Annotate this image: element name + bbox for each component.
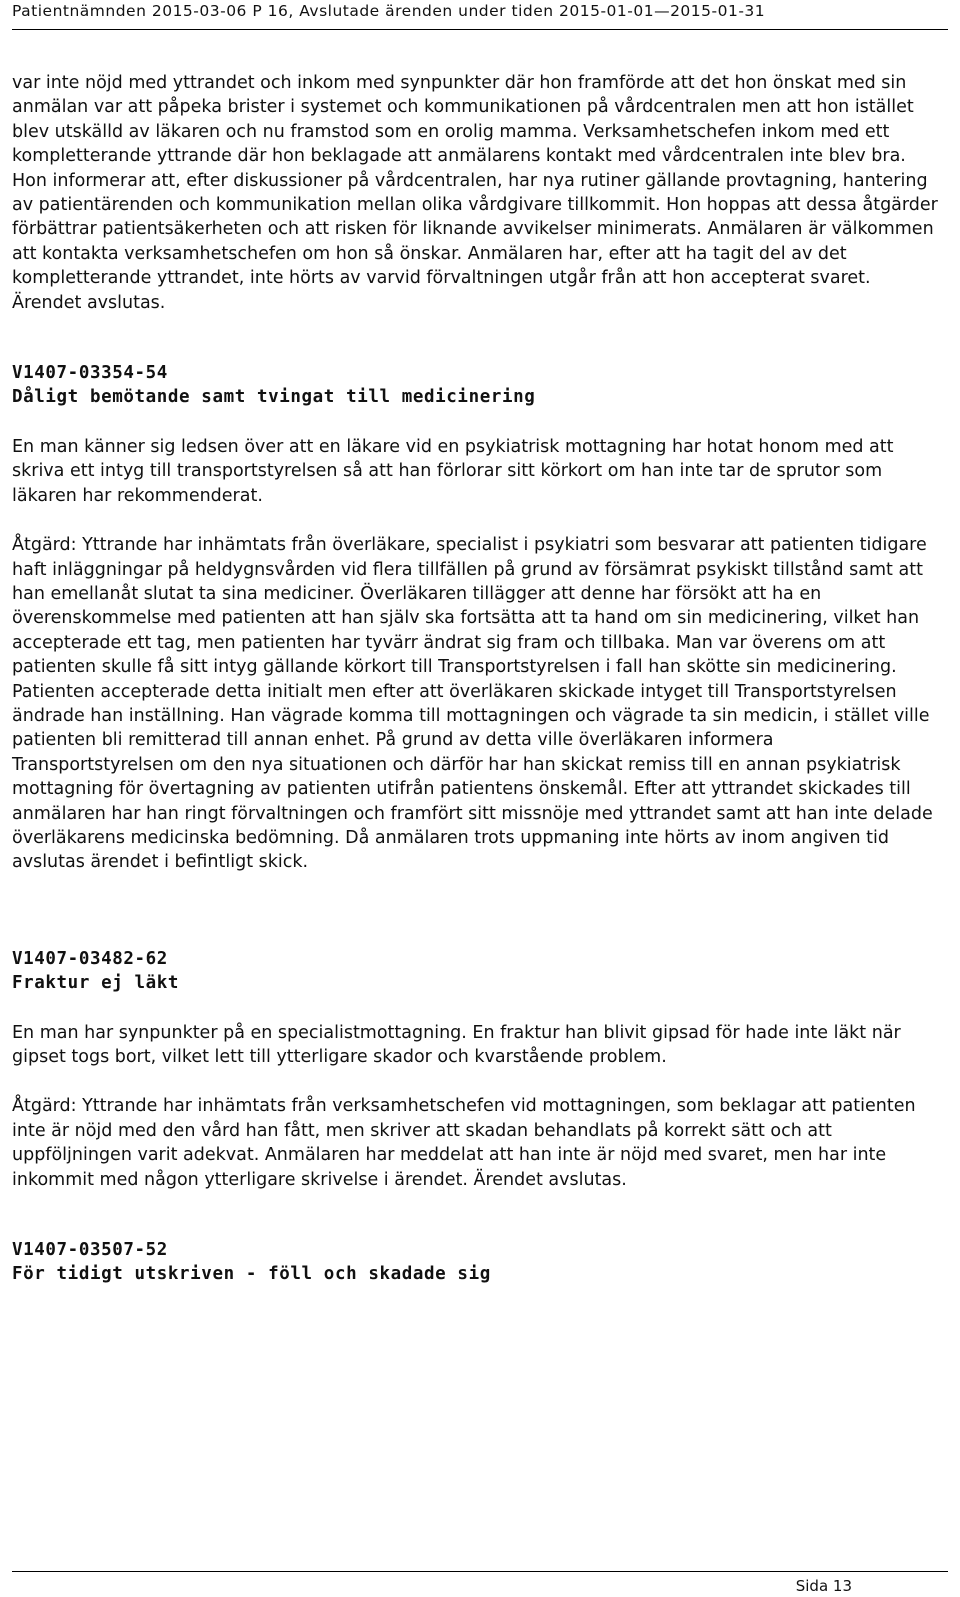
case-title: Dåligt bemötande samt tvingat till medicinering (12, 387, 536, 408)
case-id: V1407-03507-52 (12, 1240, 168, 1261)
case-entry (12, 361, 940, 875)
header-divider (12, 29, 948, 30)
case-title: Fraktur ej läkt (12, 973, 180, 994)
footer-divider (12, 1571, 948, 1572)
page-header: Patientnämnden 2015-03-06 P 16, Avslutade ärenden under tiden 2015-01-01—2015-01-31 (12, 2, 766, 20)
document-body (12, 71, 940, 1287)
case-id: V1407-03354-54 (12, 363, 168, 384)
case-description: En man har synpunkter på en specialistmottagning. En fraktur han blivit gipsad för hade inte läkt när gipset togs bort, vilket lett till ytterligare skador och kvarstående problem. (12, 1022, 901, 1067)
case-entry (12, 947, 940, 1192)
case-entry (12, 1238, 940, 1287)
case-description: En man känner sig ledsen över att en läkare vid en psykiatrisk mottagning har hotat honom med att skriva ett intyg till transportstyrelsen så att han förlorar sitt körkort om han inte tar de sprutor som läkaren har rekommenderat. (12, 436, 894, 506)
case-title: För tidigt utskriven - föll och skadade sig (12, 1264, 491, 1285)
intro-paragraph: var inte nöjd med yttrandet och inkom med synpunkter där hon framförde att det hon önskat med sin anmälan var att påpeka brister i systemet och kommunikationen på vårdcentralen men att hon istället blev utskälld av läkaren och nu framstod som en orolig mamma. Verksamhetschefen inkom med ett kompletterande yttrande där hon beklagade att anmälarens kontakt med vårdcentralen inte blev bra. Hon informerar att, efter diskussioner på vårdcentralen, har nya rutiner gällande provtagning, hantering av patientärenden och kommunikation mellan olika vårdgivare tillkommit. Hon hoppas att dessa åtgärder förbättrar patientsäkerheten och att risken för liknande avvikelser minimerats. Anmälaren är välkommen att kontakta verksamhetschefen om hon så önskar. Anmälaren har, efter att ha tagit del av det kompletterande yttrandet, inte hörts av varvid förvaltningen utgår från att hon accepterat svaret. Ärendet avslutas. (12, 73, 938, 313)
page-number: Sida 13 (795, 1577, 852, 1595)
case-action: Åtgärd: Yttrande har inhämtats från överläkare, specialist i psykiatri som besvarar att patienten tidigare haft inläggningar på heldygnsvården vid flera tillfällen på grund av försämrat psykiskt tillstånd samt att han emellanåt slutat ta sina mediciner. Överläkaren tillägger att denne har försökt att ha en överenskommelse med patienten att han själv ska fortsätta att ta hand om sin medicinering, vilket han accepterade ett tag, men patienten har tyvärr ändrat sig fram och tillbaka. Man var överens om att patienten skulle få sitt intyg gällande körkort till Transportstyrelsen i fall han skötte sin medicinering. Patienten accepterade detta initialt men efter att överläkaren skickade intyget till Transportstyrelsen ändrade han inställning. Han vägrade komma till mottagningen och vägrade ta sin medicin, i stället ville patienten bli remitterad till annan enhet. På grund av detta ville överläkaren informera Transportstyrelsen om den nya situationen och därför har han skickat remiss till en annan psykiatrisk mottagning för övertagning av patienten utifrån patientens önskemål. Efter att yttrandet skickades till anmälaren har han ringt förvaltningen och framfört sitt missnöje med yttrandet samt att han inte delade överläkarens medicinska bedömning. Då anmälaren trots uppmaning inte hörts av inom angiven tid avslutas ärendet i befintligt skick. (12, 535, 933, 873)
case-action: Åtgärd: Yttrande har inhämtats från verksamhetschefen vid mottagningen, som beklagar att patienten inte är nöjd med den vård han fått, men skriver att skadan behandlats på korrekt sätt och att uppföljningen varit adekvat. Anmälaren har meddelat att han inte är nöjd med svaret, men har inte inkommit med någon ytterligare skrivelse i ärendet. Ärendet avslutas. (12, 1096, 916, 1190)
case-id: V1407-03482-62 (12, 948, 168, 969)
